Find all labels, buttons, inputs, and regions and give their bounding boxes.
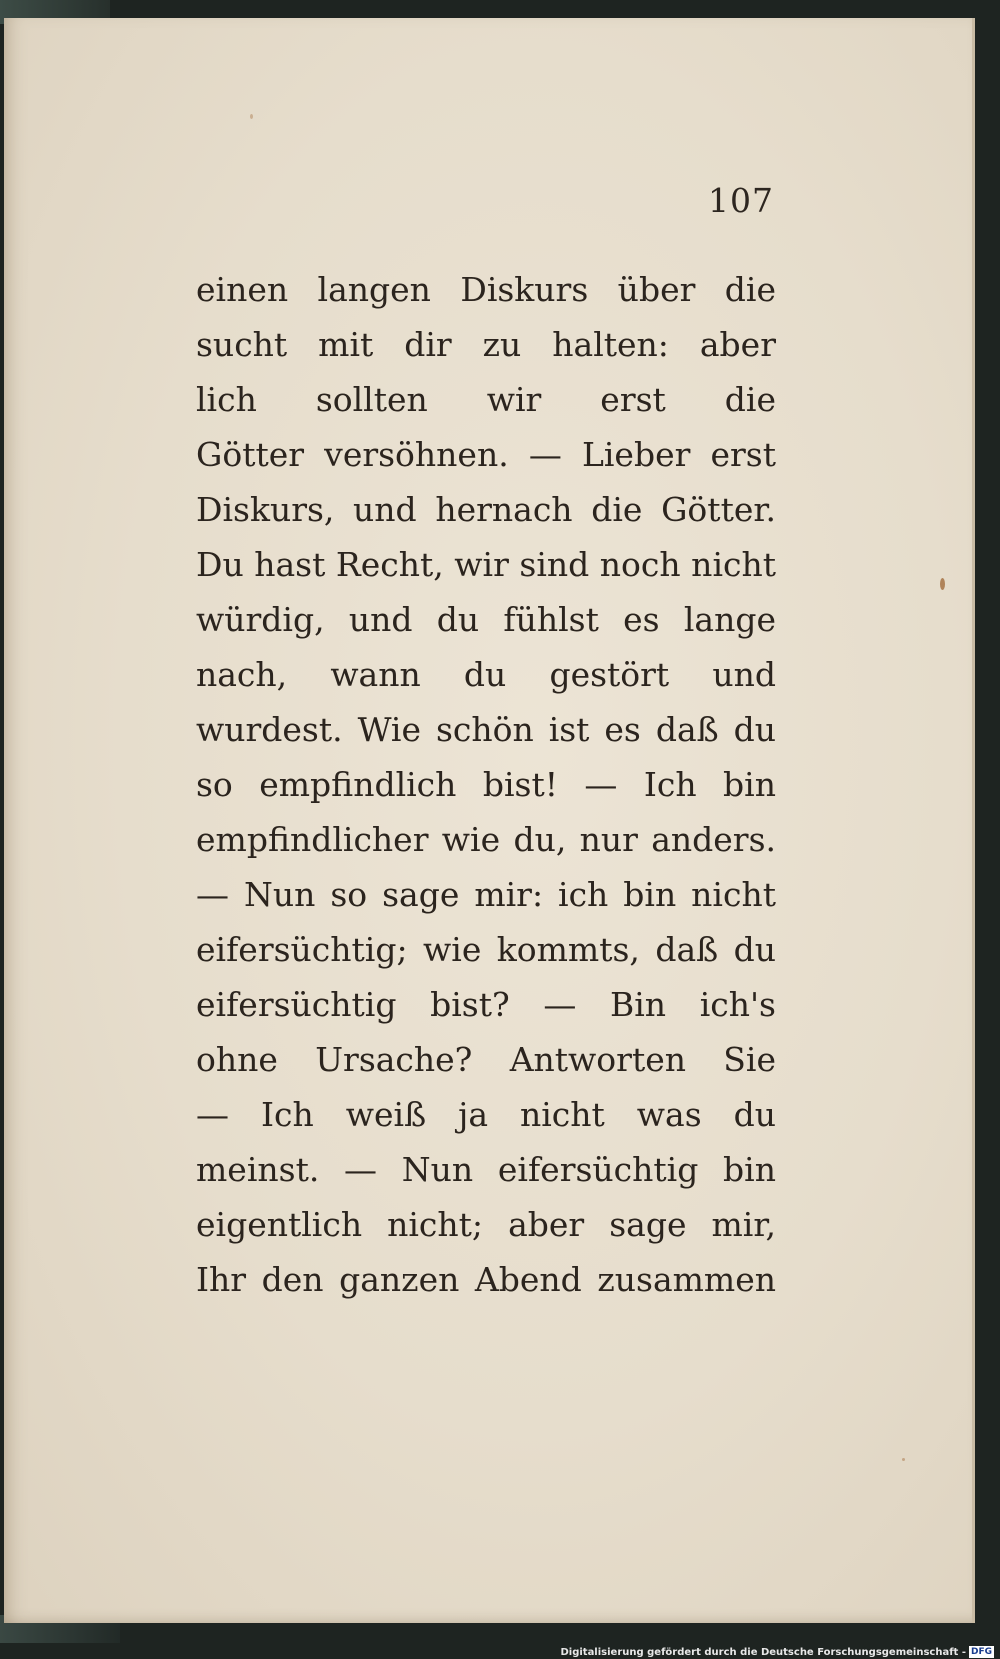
text-line: eifersüchtig bist? — Bin ich's [196, 985, 776, 1024]
footer-bar [0, 1643, 1000, 1659]
text-line: lich sollten wir erst die [196, 380, 776, 419]
text-line: eifersüchtig; wie kommts, daß du [196, 930, 776, 969]
text-line: so empfindlich bist! — Ich bin [196, 765, 776, 804]
body-text [196, 262, 776, 1307]
text-line: meinst. — Nun eifersüchtig bin [196, 1150, 776, 1189]
text-line: Götter versöhnen. — Lieber erst [196, 435, 776, 474]
text-line: eigentlich nicht; aber sage mir, [196, 1205, 776, 1244]
page-number: 107 [708, 181, 774, 220]
paper-stain [902, 1458, 905, 1461]
text-line: Ihr den ganzen Abend zusammen [196, 1260, 776, 1299]
text-line: wurdest. Wie schön ist es daß du [196, 710, 776, 749]
text-line: Diskurs, und hernach die Götter. [196, 490, 776, 529]
text-line: — Ich weiß ja nicht was du [196, 1095, 776, 1134]
dfg-logo: DFG [970, 1647, 992, 1657]
credit-text: Digitalisierung gefördert durch die Deutsche Forschungsgemeinschaft - [560, 1646, 966, 1658]
text-line: einen langen Diskurs über die [196, 270, 776, 309]
book-page [4, 18, 975, 1623]
digitization-credit [560, 1646, 994, 1658]
text-line: nach, wann du gestört und [196, 655, 776, 694]
paper-stain [940, 578, 945, 590]
text-line: — Nun so sage mir: ich bin nicht [196, 875, 776, 914]
text-line: Du hast Recht, wir sind noch nicht [196, 545, 776, 584]
text-line: ohne Ursache? Antworten Sie [196, 1040, 776, 1079]
text-line: sucht mit dir zu halten: aber [196, 325, 776, 364]
text-line: empfindlicher wie du, nur anders. [196, 820, 776, 859]
text-line: würdig, und du fühlst es lange [196, 600, 776, 639]
paper-stain [250, 114, 253, 119]
